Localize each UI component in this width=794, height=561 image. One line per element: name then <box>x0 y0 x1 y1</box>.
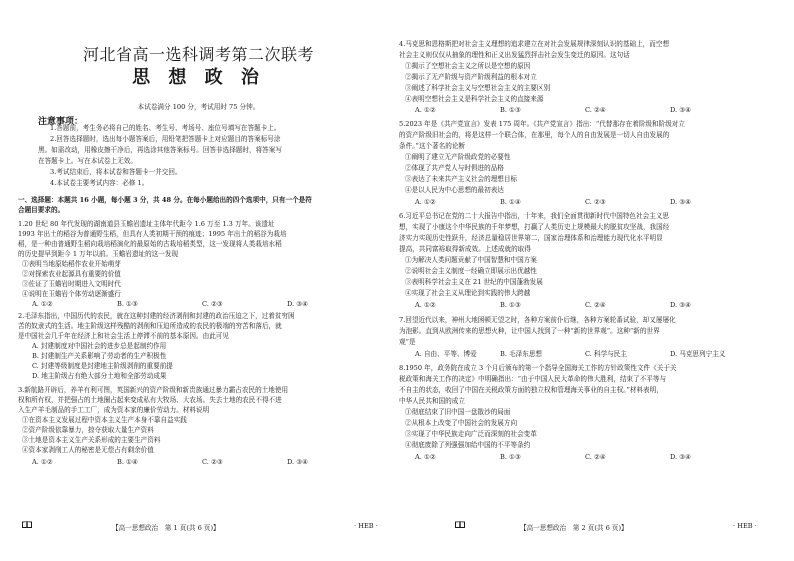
q3-choice: ②资产阶级依靠暴力，掠夺获取大量生产资料 <box>22 426 154 434</box>
q7-line: 7.回望近代以来，神州大地困顿无望之时，各种方案前仆后继，各种方案轮番试验，却又屡屡化 <box>399 316 676 324</box>
q4-choice: ①揭示了空想社会主义之所以是空想的原因 <box>405 62 531 70</box>
q1-line: 的历史提早到距今 1 万年以前。玉蟾岩遗址的这一发现 <box>18 250 179 258</box>
q8-option-c: C. ②④ <box>585 453 606 461</box>
q3-option-c: C. ②③ <box>202 458 223 466</box>
q6-line: 6.习近平总书记在党的二十大报告中指出，十年来，我们全面贯彻新时代中国特色社会主义思 <box>399 212 670 220</box>
q3-choice: ③土地是资本主义生产关系形成的主要生产资料 <box>22 436 161 444</box>
q8-line: 税政策和海关工作的决定》中明确指出：“由于中国人民大革命的伟大胜利，结束了不平等与 <box>399 375 667 383</box>
q3-line: 权和所有权，并把强占的土地圈占起来变成私有大牧场、大农场。失去土地的农民不得不进 <box>18 396 282 404</box>
notice-line: 4.本试卷主要考试内容：必修 1。 <box>50 179 149 187</box>
q2-option-a: A. 封建制度对中国社会的进步总是起制约作用 <box>32 342 167 350</box>
subject-title: 思 想 政 治 <box>132 67 265 88</box>
q7-line: 观”是 <box>399 338 416 346</box>
page-footer: 【高一思想政治 第 2 页(共 6 页)】 <box>520 524 628 532</box>
q3-line: 入生产羊毛制品的手工工厂，成为资本家的廉价劳动力。材料说明 <box>18 406 210 414</box>
section-heading-cont: 合题目要求的。 <box>18 206 65 214</box>
q2-line: 是中国社会几千年在经济上和社会生活上停滞不前的基本原因。由此可见 <box>18 332 229 340</box>
q4-choice: ③阐述了科学社会主义与空想社会主义的主要区别 <box>405 84 551 92</box>
book-icon <box>455 521 465 528</box>
q5-choice: ②体现了共产党人与时俱进的品格 <box>405 164 504 172</box>
q1-line: 稻，是一种由普通野生稻向栽培稻演化的最原始的古栽培稻类型，这一发现将人类栽培水稻 <box>18 240 282 248</box>
q6-choice: ②说明社会主义制度一经确立即展示出优越性 <box>405 267 537 275</box>
q7-line: 为泡影。直到从欧洲传来的思想火种，让中国人找到了一种“新的世界观”。这种“新的世界 <box>399 327 660 335</box>
q3-choice: ④资本家剥削工人的秘密是无偿占有剩余价值 <box>22 446 154 454</box>
q4-line: 社会主义则仅仅从抽象的理性和正义出发猛烈抨击社会发生变迁的原因。这句话 <box>399 51 630 59</box>
q6-choice: ④实现了社会主义从理论到实践的伟大跨越 <box>405 289 531 297</box>
notice-line: 黑。如需改动，用橡皮擦干净后，再选涂其他答案标号。回答非选择题时，将答案写 <box>38 146 282 154</box>
section-heading: 一、选择题：本题共 16 小题，每小题 3 分，共 48 分。在每小题给出的四个选项中，只有一个是符 <box>18 196 312 204</box>
q7-option-a: A. 自由、平等、博爱 <box>415 350 477 358</box>
exam-title: 河北省高一选科调考第二次联考 <box>82 45 314 64</box>
q1-option-d: D. ③④ <box>287 300 309 308</box>
page-2 <box>397 0 794 561</box>
q4-choice: ④表明空想社会主义是科学社会主义的直接来源 <box>405 95 544 103</box>
q2-option-d: D. 地主阶级占有绝大部分土地和全部劳动成果 <box>32 372 167 380</box>
q5-line: 条件。”这个著名的论断 <box>399 142 466 150</box>
q7-option-d: D. 马克思列宁主义 <box>670 350 726 358</box>
q1-choice: ④说明在玉蟾岩个体劳动逐渐盛行 <box>22 290 121 298</box>
q8-choice: ④彻底废除了列强强加给中国的不平等条约 <box>405 441 531 449</box>
q5-option-b: B. ①④ <box>500 198 521 206</box>
notice-line: 1.答题前，考生务必将自己的姓名、考生号、考场号、座位号填写在答题卡上。 <box>50 124 281 132</box>
q6-line: 想，实现了小康这个中华民族的千年梦想，打赢了人类历史上规模最大的脱贫攻坚战，我国经 <box>399 223 670 231</box>
q5-line: 5.2023 年是《共产党宣言》发表 175 周年。《共产党宣言》指出：“代替那存在着阶级和阶级对立 <box>399 120 685 128</box>
q1-choice: ③佐证了玉蟾岩时期进入文明时代 <box>22 280 121 288</box>
q7-option-c: C. 科学与民主 <box>585 350 627 358</box>
q8-line: 8.1950 年，政务院在成立 3 个月后颁布的第一个指导全国海关工作的方针政策性文件《关于关 <box>399 364 677 372</box>
q8-line: 不自主的状态，收回了中国在关税政策方面的独立权和管理海关事业的自主权。”材料表明， <box>399 386 663 394</box>
q5-line: 的资产阶级旧社会的，将是这样一个联合体，在那里，每个人的自由发展是一切人自由发展的 <box>399 131 670 139</box>
q1-choice: ②对探索农业起源具有重要的价值 <box>22 270 121 278</box>
q4-choice: ②揭示了无产阶级与资产阶级利益的根本对立 <box>405 73 537 81</box>
q3-line: 3.新航路开辟后，养羊有利可图，英国新兴的资产阶级和新贵族通过暴力霸占农民的土地使用 <box>18 386 289 394</box>
q1-choice: ①表明当地原始稻作农业开始萌芽 <box>22 260 121 268</box>
q8-choice: ②从根本上改变了中国社会的发展方向 <box>405 419 518 427</box>
q4-option-d: D. ③④ <box>670 106 692 114</box>
q6-option-b: B. ①③ <box>500 301 521 309</box>
notice-line: 在答题卡上。写在本试卷上无效。 <box>38 157 137 165</box>
notice-line: 2.回答选择题时，选出每小题答案后，用铅笔把答题卡上对应题目的答案标号涂 <box>50 135 281 143</box>
q6-choice: ③表明科学社会主义在 21 世纪的中国蓬勃发展 <box>405 278 543 286</box>
footer-code: · HEB · <box>354 522 378 530</box>
q6-option-c: C. ②④ <box>585 301 606 309</box>
page-footer: 【高一思想政治 第 1 页(共 6 页)】 <box>112 524 220 532</box>
notice-heading: 注意事项： <box>38 117 84 127</box>
q6-option-d: D. ③④ <box>670 301 692 309</box>
q6-option-a: A. ①② <box>415 301 436 309</box>
q3-choice: ①在资本主义发展过程中资本主义生产本身不靠自益实践 <box>22 416 187 424</box>
q1-option-a: A. ①② <box>32 300 53 308</box>
q2-option-c: C. 封建等级制度是封建地主阶级剥削的重要前提 <box>32 362 173 370</box>
q8-option-d: D. ③④ <box>670 453 692 461</box>
q3-option-b: B. ①④ <box>117 458 138 466</box>
q1-option-c: C. ②③ <box>202 300 223 308</box>
notice-line: 3.考试结束后，将本试卷和答题卡一并交回。 <box>50 168 182 176</box>
q5-option-a: A. ①② <box>415 198 436 206</box>
q1-line: 1.20 世纪 80 年代发现的湖南道县玉蟾岩遗址主体年代距今 1.6 万至 1.3 万年。该遗址 <box>18 220 275 228</box>
q6-choice: ①为解决人类问题贡献了中国智慧和中国方案 <box>405 256 537 264</box>
q1-line: 1993 年出土的稻谷为普通野生稻，但具有人类初期干预的痕迹；1995 年出土的稻谷为栽培 <box>18 230 287 238</box>
q5-option-c: C. ②③ <box>585 198 606 206</box>
q3-option-a: A. ①② <box>32 458 53 466</box>
q3-option-d: D. ③④ <box>287 458 309 466</box>
q2-line: 苦的奴隶式的生活。地主阶级这样残酷的剥削和压迫所造成的农民的极端的穷苦和落后，就 <box>18 322 282 330</box>
q8-option-b: B. ①③ <box>500 453 521 461</box>
q6-line: 提高，共同富裕取得新成效。上述成就的取得 <box>399 245 531 253</box>
q8-choice: ①彻底结束了旧中国一盘散沙的局面 <box>405 408 511 416</box>
q1-option-b: B. ①③ <box>117 300 138 308</box>
book-icon <box>22 521 32 528</box>
q8-option-a: A. ①② <box>415 453 436 461</box>
q8-choice: ③实现了中华民族走向广泛而深刻的社会变革 <box>405 430 537 438</box>
q2-line: 2.毛泽东指出，中国历代的农民，就在这种封建的经济剥削和封建的政治压迫之下，过着贫穷困 <box>18 312 295 320</box>
q7-option-b: B. 毛泽东思想 <box>500 350 543 358</box>
q5-choice: ①阐明了建立无产阶级政党的必要性 <box>405 153 511 161</box>
q4-line: 4.马克思和恩格斯把对社会主义理想的追求建立在对社会发展规律深刻认识的基础上，而空想 <box>399 40 670 48</box>
exam-meta: 本试卷满分 100 分，考试用时 75 分钟。 <box>137 103 260 111</box>
q8-line: 中华人民共和国的成立 <box>399 397 465 405</box>
q4-option-c: C. ②④ <box>585 106 606 114</box>
q5-option-d: D. ③④ <box>670 198 692 206</box>
q5-choice: ④是以人民为中心思想的最初表达 <box>405 186 504 194</box>
q6-line: 济实力实现历史性跃升，经济总量稳居世界第二，国家治理体系和治理能力现代化水平明显 <box>399 234 663 242</box>
q2-option-b: B. 封建制生产关系影响了劳动者的生产积极性 <box>32 352 167 360</box>
q4-option-b: B. ①③ <box>500 106 521 114</box>
q4-option-a: A. ①② <box>415 106 436 114</box>
footer-code: · HEB · <box>733 522 757 530</box>
q5-choice: ③表达了未来共产主义社会的理想目标 <box>405 175 518 183</box>
